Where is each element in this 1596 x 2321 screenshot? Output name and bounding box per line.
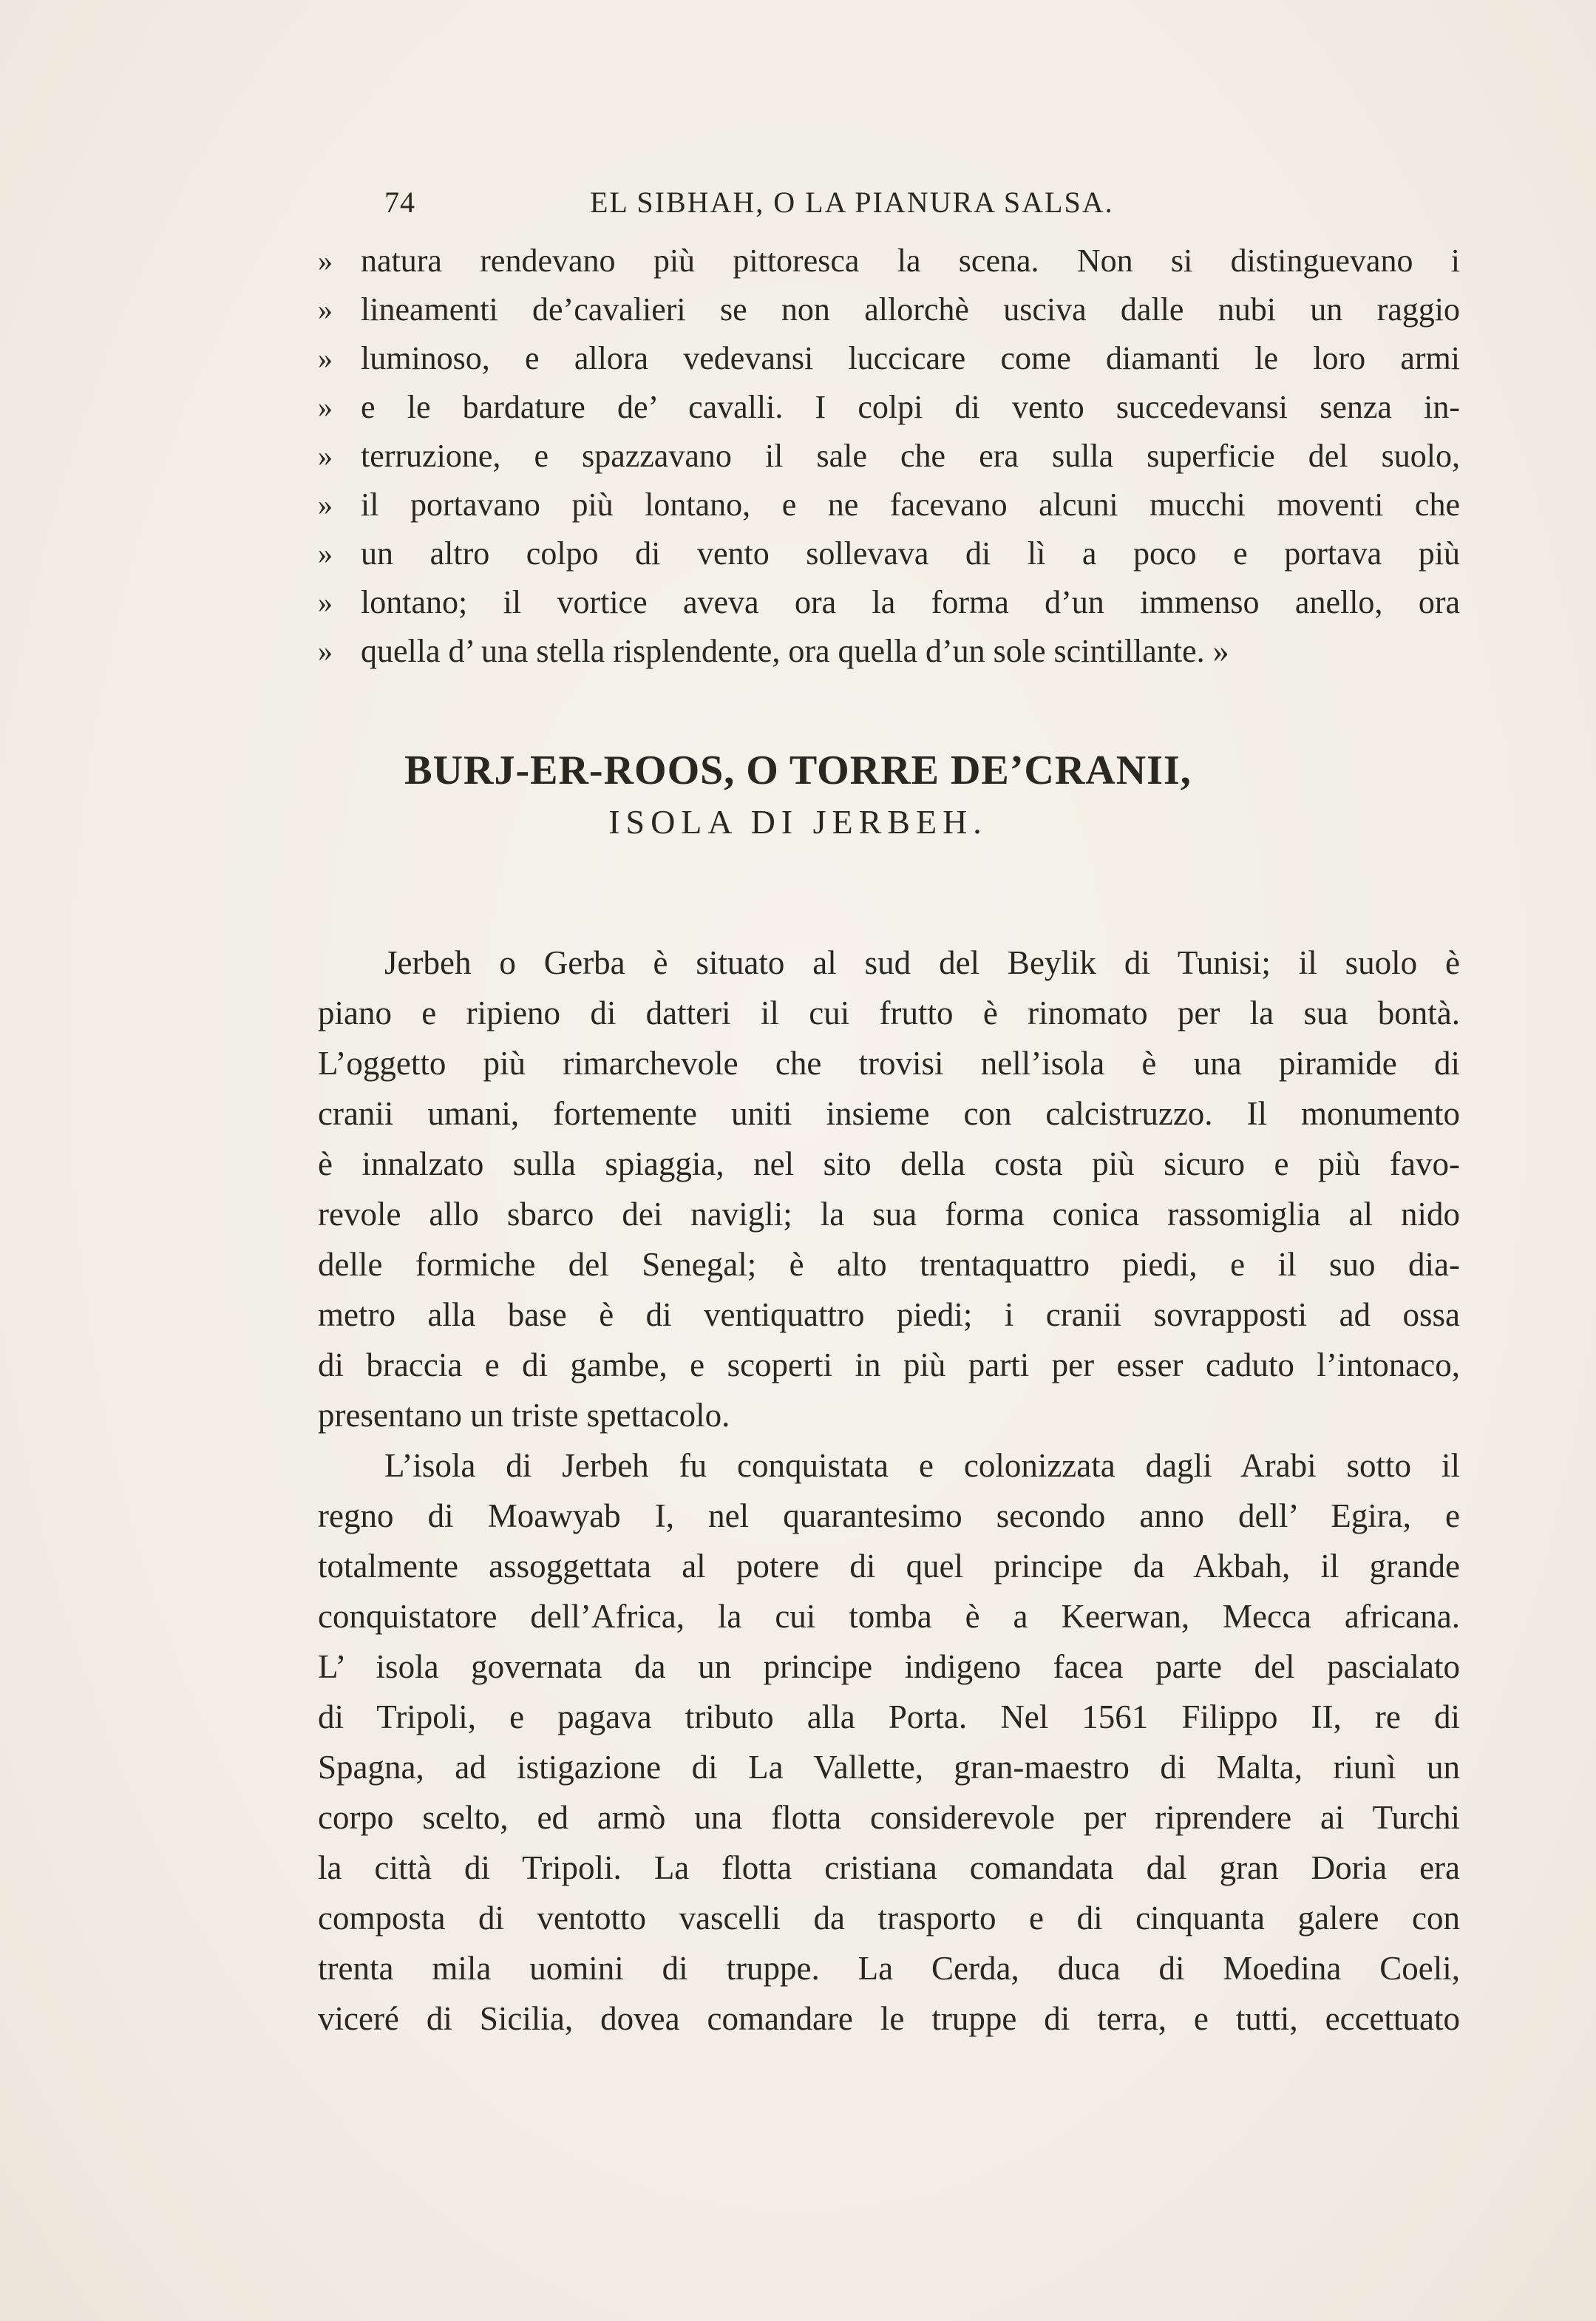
quote-line — [318, 529, 1460, 578]
quote-line-text: e le bardature de’ cavalli. I colpi di vento succedevansi senza in- — [361, 389, 1460, 425]
running-title: EL SIBHAH, O LA PIANURA SALSA. — [590, 186, 1114, 219]
quote-mark: » — [318, 244, 333, 277]
quote-mark: » — [318, 293, 333, 326]
body-line: di braccia e di gambe, e scoperti in più parti per esser caduto l’intonaco, — [318, 1346, 1460, 1383]
quote-mark: » — [318, 390, 333, 424]
body-line: composta di ventotto vascelli da trasporto e di cinquanta galere con — [318, 1900, 1460, 1937]
body-line: la città di Tripoli. La flotta cristiana comandata dal gran Doria era — [318, 1849, 1460, 1886]
body-line: presentano un triste spettacolo. — [318, 1397, 730, 1434]
body-line: regno di Moawyab I, nel quarantesimo secondo anno dell’ Egira, e — [318, 1497, 1460, 1534]
body-line: trenta mila uomini di truppe. La Cerda, duca di Moedina Coeli, — [318, 1950, 1460, 1987]
quote-line-text: lineamenti de’cavalieri se non allorchè usciva dalle nubi un raggio — [361, 291, 1460, 328]
body-line: corpo scelto, ed armò una flotta considerevole per riprendere ai Turchi — [318, 1799, 1460, 1836]
quote-line — [318, 481, 1460, 529]
quote-line — [318, 578, 1460, 627]
quote-line — [318, 627, 1460, 676]
quoted-passage — [318, 237, 1460, 676]
body-line: di Tripoli, e pagava tributo alla Porta. Nel 1561 Filippo II, re di — [318, 1698, 1460, 1735]
body-line: conquistatore dell’Africa, la cui tomba è a Keerwan, Mecca africana. — [318, 1598, 1460, 1635]
body-line: revole allo sbarco dei navigli; la sua forma conica rassomiglia al nido — [318, 1196, 1460, 1233]
body-line: L’oggetto più rimarchevole che trovisi nell’isola è una piramide di — [318, 1045, 1460, 1082]
body-line: cranii umani, fortemente uniti insieme con calcistruzzo. Il monumento — [318, 1095, 1460, 1132]
quote-mark: » — [318, 488, 333, 521]
body-line: è innalzato sulla spiaggia, nel sito della costa più sicuro e più favo- — [318, 1145, 1460, 1182]
running-header — [384, 185, 1227, 229]
quote-line-text — [361, 627, 1460, 676]
body-line: Jerbeh o Gerba è situato al sud del Beylik di Tunisi; il suolo è — [384, 944, 1460, 981]
body-line: delle formiche del Senegal; è alto trentaquattro piedi, e il suo dia- — [318, 1246, 1460, 1283]
quote-line-text: un altro colpo di vento sollevava di lì a poco e portava più — [361, 535, 1460, 572]
body-line: totalmente assoggettata al potere di quel principe da Akbah, il grande — [318, 1548, 1460, 1585]
body-line: L’isola di Jerbeh fu conquistata e colonizzata dagli Arabi sotto il — [384, 1447, 1460, 1484]
quote-line — [318, 237, 1460, 285]
body-line: Spagna, ad istigazione di La Vallette, gran-maestro di Malta, riunì un — [318, 1749, 1460, 1786]
quote-mark: » — [318, 586, 333, 619]
section-title: BURJ-ER-ROOS, O TORRE DE’CRANII, — [404, 748, 1192, 793]
quote-line — [318, 285, 1460, 334]
quote-end-mark: » — [1212, 633, 1229, 669]
body-text — [318, 938, 1460, 2044]
body-line: metro alla base è di ventiquattro piedi; i cranii sovrapposti ad ossa — [318, 1296, 1460, 1333]
quote-line — [318, 334, 1460, 383]
quote-mark: » — [318, 634, 333, 668]
quote-line — [318, 432, 1460, 481]
quote-line-text: terruzione, e spazzavano il sale che era sulla superficie del suolo, — [361, 438, 1460, 474]
body-line: L’ isola governata da un principe indigeno facea parte del pascialato — [318, 1648, 1460, 1685]
quote-line-text: natura rendevano più pittoresca la scena. Non si distinguevano i — [361, 243, 1460, 279]
quote-mark: » — [318, 342, 333, 375]
body-line: viceré di Sicilia, dovea comandare le truppe di terra, e tutti, eccettuato — [318, 2000, 1460, 2037]
body-line: piano e ripieno di datteri il cui frutto è rinomato per la sua bontà. — [318, 995, 1460, 1031]
quote-mark: » — [318, 537, 333, 570]
quote-last-text: quella d’ una stella risplendente, ora quella d’un sole scintillante. — [361, 633, 1205, 669]
quote-line-text: luminoso, e allora vedevansi luccicare come diamanti le loro armi — [361, 340, 1460, 376]
page-number: 74 — [384, 186, 415, 219]
quote-line-text: il portavano più lontano, e ne facevano alcuni mucchi moventi che — [361, 487, 1460, 523]
section-subtitle: ISOLA DI JERBEH. — [608, 803, 988, 841]
quote-line-text: lontano; il vortice aveva ora la forma d’un immenso anello, ora — [361, 584, 1460, 620]
quote-mark: » — [318, 439, 333, 472]
quote-line — [318, 383, 1460, 432]
